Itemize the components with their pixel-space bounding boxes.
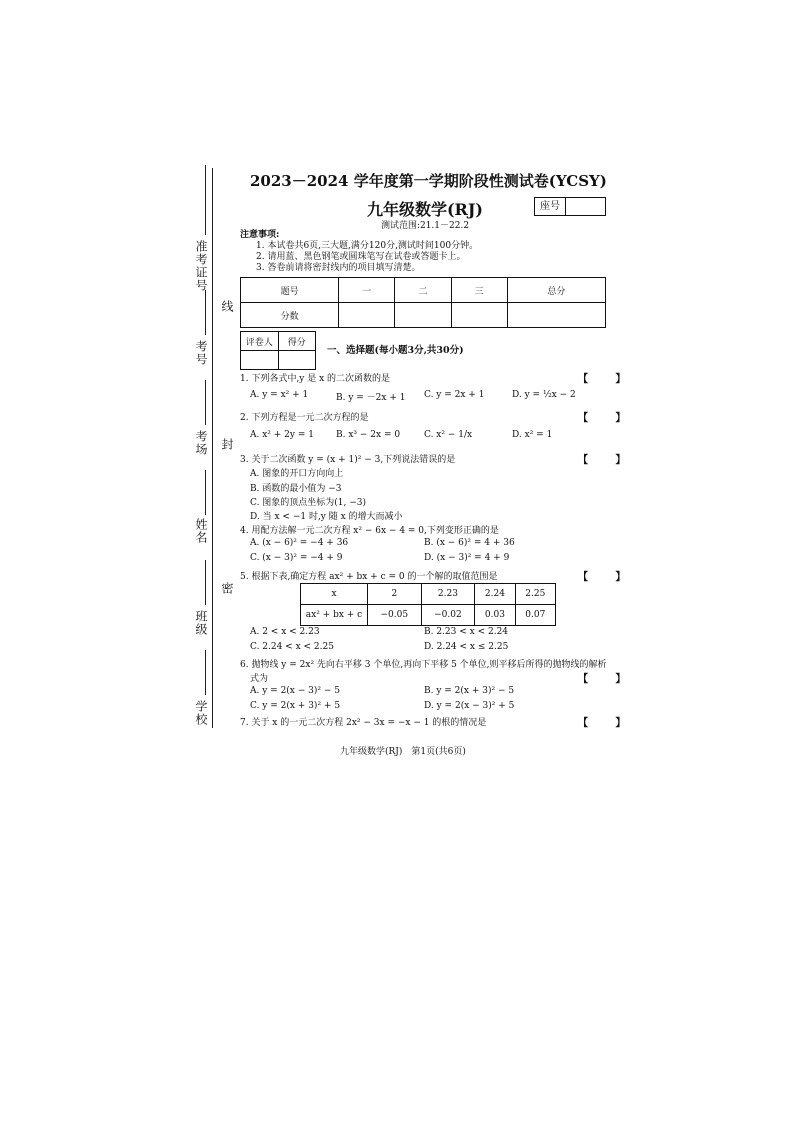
label-class: 班级 <box>194 610 208 636</box>
blank-class <box>205 560 206 605</box>
q5-table-header: x <box>301 584 368 605</box>
q5-table-cell: 0.03 <box>475 605 515 626</box>
q6-option-a: A. y = 2(x − 3)² − 5 <box>250 686 340 696</box>
seal-line-label: 线 <box>220 300 234 313</box>
answer-bracket: 【 】 <box>578 455 638 466</box>
q4-option-d: D. (x − 3)² = 4 + 9 <box>424 553 510 563</box>
q2-option-b: B. x³ − 2x = 0 <box>336 430 401 440</box>
score-cell <box>339 303 395 328</box>
q5-option-b: B. 2.23 < x < 2.24 <box>424 627 509 637</box>
score-row-label: 分数 <box>241 303 339 328</box>
q4-option-a: A. (x − 6)² = −4 + 36 <box>250 538 349 548</box>
binding-line <box>212 168 213 728</box>
q1-option-b: B. y = －2x + 1 <box>336 393 406 403</box>
label-exam-room: 考场 <box>194 430 208 456</box>
q5-table-cell: −0.02 <box>421 605 475 626</box>
q3-option-d: D. 当 x < −1 时,y 随 x 的增大而减小 <box>250 512 403 522</box>
blank-exam-room <box>205 380 206 425</box>
test-range: 测试范围:21.1－22.2 <box>380 221 470 231</box>
answer-bracket: 【 】 <box>578 572 638 583</box>
q3-option-a: A. 图象的开口方向向上 <box>250 469 344 479</box>
question-6-stem: 6. 抛物线 y = 2x² 先向右平移 3 个单位,再向下平移 5 个单位,则平移后所得的抛物线的解析 <box>240 660 607 670</box>
q1-option-a: A. y = x² + 1 <box>250 390 309 400</box>
seal-secret-label: 密 <box>220 582 234 595</box>
exam-title: 2023－2024 学年度第一学期阶段性测试卷(YCSY) <box>250 172 607 190</box>
blank-admission-no <box>205 165 206 235</box>
exam-subtitle: 九年级数学(RJ) <box>366 200 483 219</box>
grader-score-label: 得分 <box>278 332 316 351</box>
seal-seal-label: 封 <box>220 438 234 451</box>
score-header-cell: 三 <box>451 278 507 303</box>
q5-option-d: D. 2.24 < x ≤ 2.25 <box>424 642 509 652</box>
blank-name <box>205 470 206 515</box>
notes-heading: 注意事项: <box>240 230 280 240</box>
q4-option-c: C. (x − 3)² = −4 + 9 <box>250 553 343 563</box>
page-footer: 九年级数学(RJ) 第1页(共6页) <box>340 747 466 757</box>
blank-exam-no <box>205 290 206 335</box>
notes <box>240 230 478 274</box>
grader-cell <box>278 351 316 370</box>
q5-table-cell: 2.25 <box>515 584 555 605</box>
label-name: 姓名 <box>194 518 208 544</box>
q6-option-b: B. y = 2(x + 3)² − 5 <box>424 686 515 696</box>
q1-option-c: C. y = 2x + 1 <box>424 390 485 400</box>
section-heading: 一、选择题(每小题3分,共30分) <box>327 345 464 356</box>
score-cell <box>395 303 451 328</box>
q5-table-header: ax² + bx + c <box>301 605 368 626</box>
q3-option-b: B. 函数的最小值为 −3 <box>250 484 342 494</box>
q6-option-c: C. y = 2(x + 3)² + 5 <box>250 701 341 711</box>
score-header-cell: 题号 <box>241 278 339 303</box>
q5-table-cell: 2.23 <box>421 584 475 605</box>
note-item: 3. 答卷前请将密封线内的项目填写清楚。 <box>256 263 421 273</box>
q5-option-a: A. 2 < x < 2.23 <box>250 627 320 637</box>
question-2-stem: 2. 下列方程是一元二次方程的是 <box>240 413 369 423</box>
question-4-stem: 4. 用配方法解一元二次方程 x² − 6x − 4 = 0,下列变形正确的是 <box>240 526 499 536</box>
seat-number-box <box>534 197 606 216</box>
grader-cell <box>241 351 279 370</box>
grader-table <box>240 331 316 370</box>
answer-bracket: 【 】 <box>578 718 638 729</box>
q5-table <box>300 583 556 626</box>
q5-table-cell: 2 <box>368 584 422 605</box>
score-cell <box>451 303 507 328</box>
label-school: 学校 <box>194 700 208 726</box>
note-item: 2. 请用蓝、黑色钢笔或圆珠笔写在试卷或答题卡上。 <box>256 252 466 262</box>
score-header-cell: 二 <box>395 278 451 303</box>
label-exam-no: 考号 <box>194 340 208 366</box>
score-table <box>240 277 606 328</box>
question-7-stem: 7. 关于 x 的一元二次方程 2x² − 3x = −x − 1 的根的情况是 <box>240 718 487 728</box>
q6-option-d: D. y = 2(x − 3)² + 5 <box>424 701 515 711</box>
grader-label: 评卷人 <box>241 332 279 351</box>
blank-school <box>205 650 206 695</box>
score-header-cell: 总分 <box>507 278 605 303</box>
q5-option-c: C. 2.24 < x < 2.25 <box>250 642 334 652</box>
label-admission-no: 准考证号 <box>194 240 208 292</box>
q5-table-cell: −0.05 <box>368 605 422 626</box>
q5-table-cell: 0.07 <box>515 605 555 626</box>
score-header-cell: 一 <box>339 278 395 303</box>
question-6-stem-continued: 式为 <box>250 674 269 684</box>
q2-option-a: A. x² + 2y = 1 <box>250 430 314 440</box>
q5-table-cell: 2.24 <box>475 584 515 605</box>
question-5-stem: 5. 根据下表,确定方程 ax² + bx + c = 0 的一个解的取值范围是 <box>240 572 498 582</box>
q4-option-b: B. (x − 6)² = 4 + 36 <box>424 538 515 548</box>
answer-bracket: 【 】 <box>578 413 638 424</box>
answer-bracket: 【 】 <box>578 674 638 685</box>
q1-option-d: D. y = ½x − 2 <box>512 390 576 400</box>
note-item: 1. 本试卷共6页,三大题,满分120分,测试时间100分钟。 <box>256 241 479 251</box>
score-cell <box>507 303 605 328</box>
question-3-stem: 3. 关于二次函数 y = (x + 1)² − 3,下列说法错误的是 <box>240 455 456 465</box>
seat-number-label: 座号 <box>535 198 566 215</box>
q2-option-c: C. x² − 1/x <box>424 430 473 440</box>
q3-option-c: C. 图象的顶点坐标为(1, −3) <box>250 498 367 508</box>
q2-option-d: D. x² = 1 <box>512 430 553 440</box>
answer-bracket: 【 】 <box>578 374 638 385</box>
question-1-stem: 1. 下列各式中,y 是 x 的二次函数的是 <box>240 374 391 384</box>
